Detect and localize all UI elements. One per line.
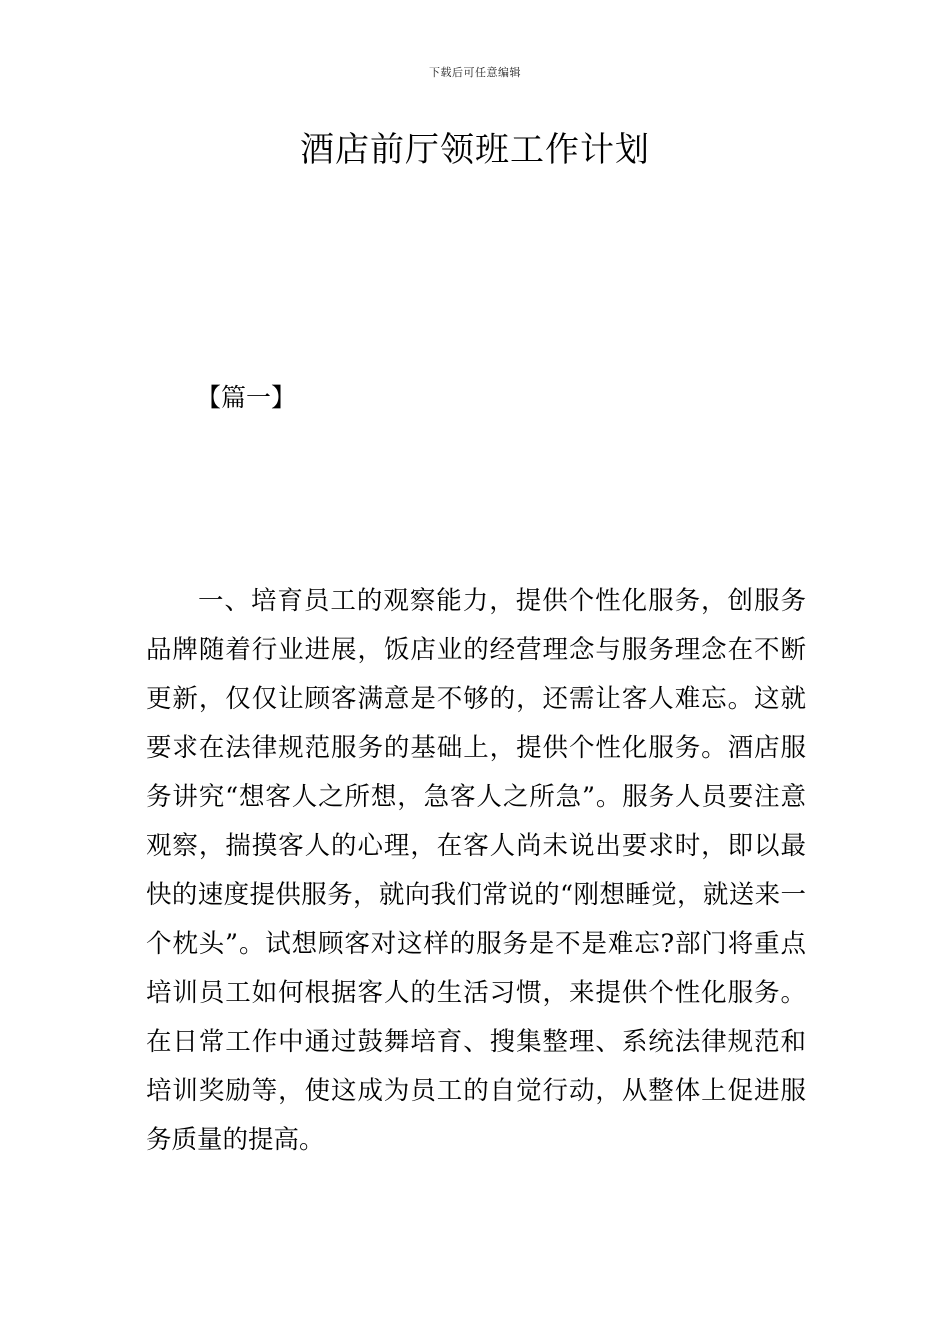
header-note: 下载后可任意编辑 <box>429 66 521 79</box>
body-paragraph: 一、培育员工的观察能力，提供个性化服务，创服务品牌随着行业进展，饭店业的经营理念与服务理念在不断更新，仅仅让顾客满意是不够的，还需让客人难忘。这就要求在法律规范服务的基础上，提供个性化服务。酒店服务讲究“想客人之所想，急客人之所急”。服务人员要注意观察，揣摸客人的心理，在客人尚未说出要求时，即以最快的速度提供服务，就向我们常说的“刚想睡觉，就送来一个枕头”。试想顾客对这样的服务是不是难忘?部门将重点培训员工如何根据客人的生活习惯，来提供个性化服务。在日常工作中通过鼓舞培育、搜集整理、系统法律规范和培训奖励等，使这成为员工的自觉行动，从整体上促进服务质量的提高。 <box>146 586 806 1155</box>
section-label: 【篇一】 <box>196 383 297 412</box>
document-title: 酒店前厅领班工作计划 <box>300 130 650 170</box>
